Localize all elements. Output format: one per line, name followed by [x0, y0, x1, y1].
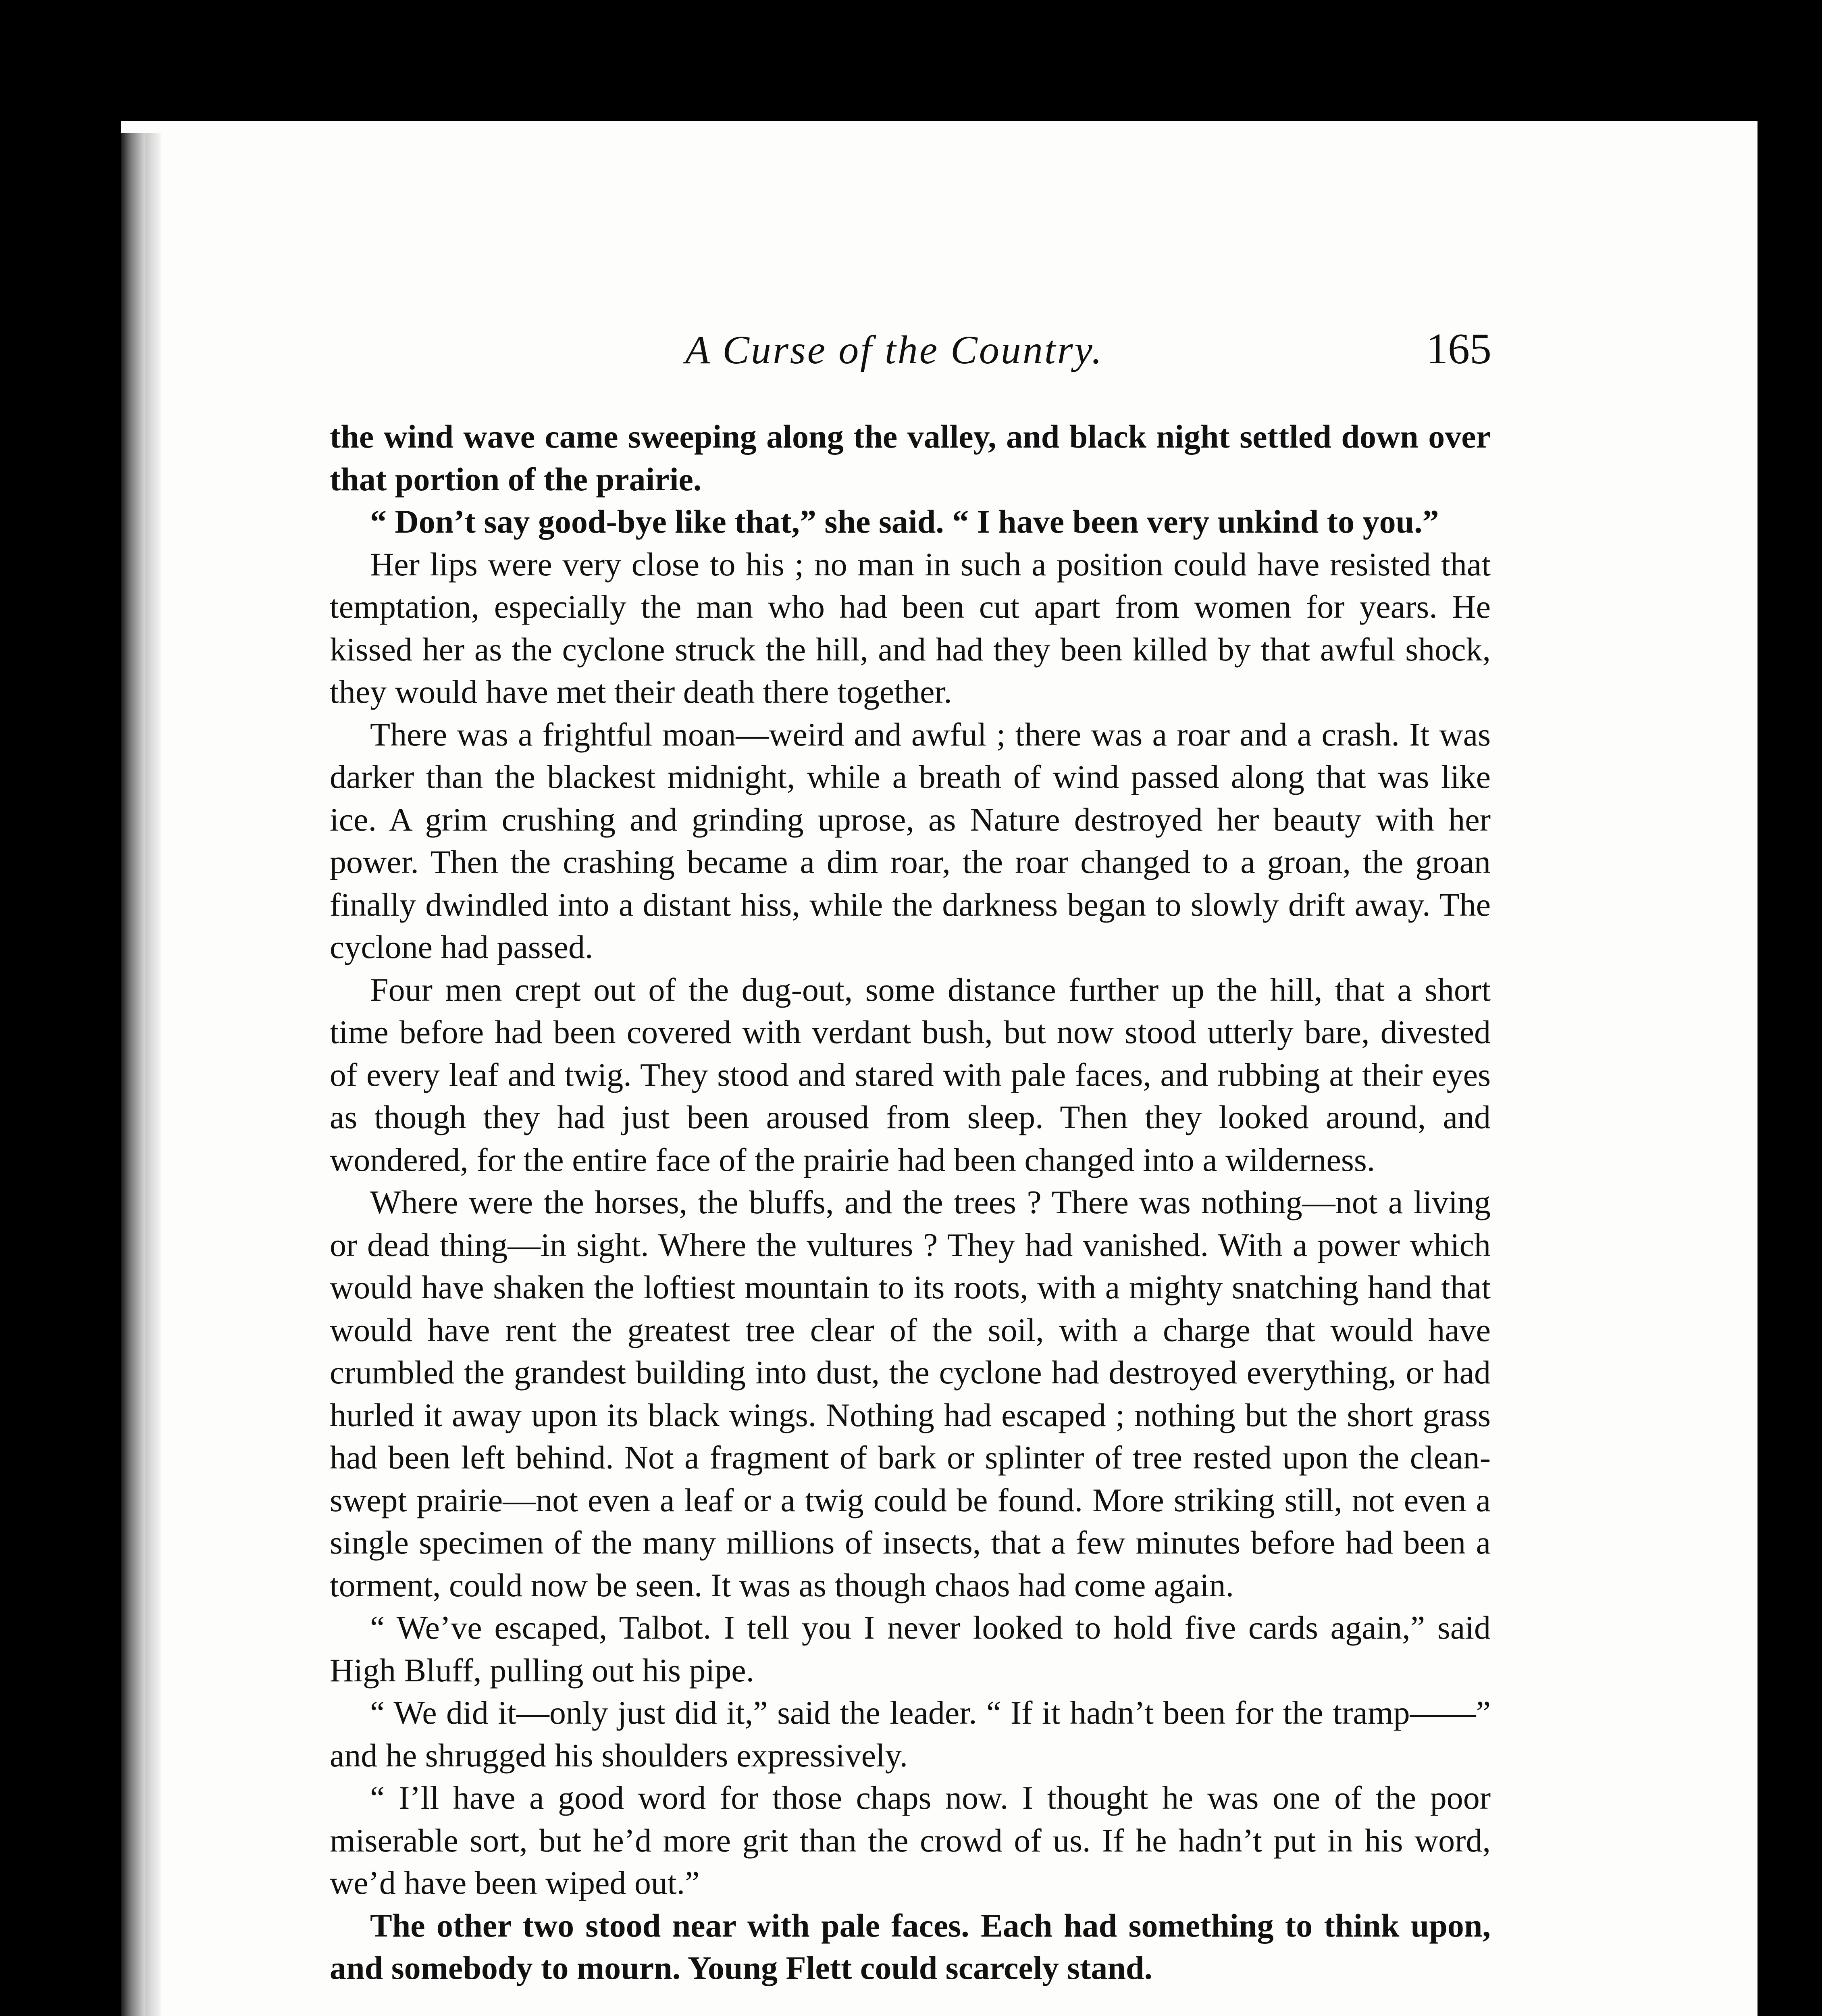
paragraph: There was a frightful moan—weird and awful ; there was a roar and a crash. It was darker than the blackest midnight, while a breath of wind passed along that was like ice. A grim crushing and grinding uprose, as Nature destroyed her beauty with her power. Then the crashing became a dim roar, the roar changed to a groan, the groan finally dwindled into a distant hiss, while the darkness began to slowly drift away. The cyclone had passed. — [330, 716, 1491, 965]
paragraph: Four men crept out of the dug-out, some distance further up the hill, that a short time before had been covered with verdant bush, but now stood utterly bare, divested of every leaf and twig. They stood and stared with pale faces, and rubbing at their eyes as though they had just been aroused from sleep. Then they looked around, and wondered, for the entire face of the prairie had been changed into a wilderness. — [330, 971, 1491, 1178]
running-header — [322, 327, 1491, 383]
body-text — [330, 415, 1491, 1989]
paragraph: “ I’ll have a good word for those chaps now. I thought he was one of the poor miserable sort, but he’d more grit than the crowd of us. If he hadn’t put in his word, we’d have been wiped out.” — [330, 1779, 1491, 1901]
paragraph: Where were the horses, the bluffs, and the trees ? There was nothing—not a living or dead thing—in sight. Where the vultures ? They had vanished. With a power which would have shaken the loftiest mountain to its roots, with a mighty snatching hand that would have rent the greatest tree clear of the soil, with a charge that would have crumbled the grandest building into dust, the cyclone had destroyed everything, or had hurled it away upon its black wings. Nothing had escaped ; nothing but the short grass had been left behind. Not a fragment of bark or splinter of tree rested upon the clean-swept prairie—not even a leaf or a twig could be found. More striking still, not even a single specimen of the many millions of insects, that a few minutes before had been a torment, could now be seen. It was as though chaos had come again. — [330, 1184, 1491, 1604]
paragraph: “ We did it—only just did it,” said the leader. “ If it hadn’t been for the tramp——” and he shrugged his shoulders expressively. — [330, 1694, 1491, 1774]
paragraph: “ We’ve escaped, Talbot. I tell you I never looked to hold five cards again,” said High Bluff, pulling out his pipe. — [330, 1609, 1491, 1689]
book-spine-shadow — [121, 133, 145, 2016]
page-gutter — [145, 133, 161, 2016]
paragraph: Her lips were very close to his ; no man in such a position could have resisted that temptation, especially the man who had been cut apart from women for years. He kissed her as the cyclone struck the hill, and had they been killed by that awful shock, they would have met their death there together. — [330, 546, 1491, 710]
page-number: 165 — [1426, 325, 1491, 373]
paragraph: the wind wave came sweeping along the valley, and black night settled down over that portion of the prairie. — [330, 418, 1491, 498]
paragraph: “ Don’t say good-bye like that,” she said. “ I have been very unkind to you.” — [370, 503, 1439, 540]
running-title: A Curse of the Country. — [685, 327, 1104, 372]
paragraph: The other two stood near with pale faces. Each had something to think upon, and somebody to mourn. Young Flett could scarcely stand. — [330, 1907, 1491, 1986]
